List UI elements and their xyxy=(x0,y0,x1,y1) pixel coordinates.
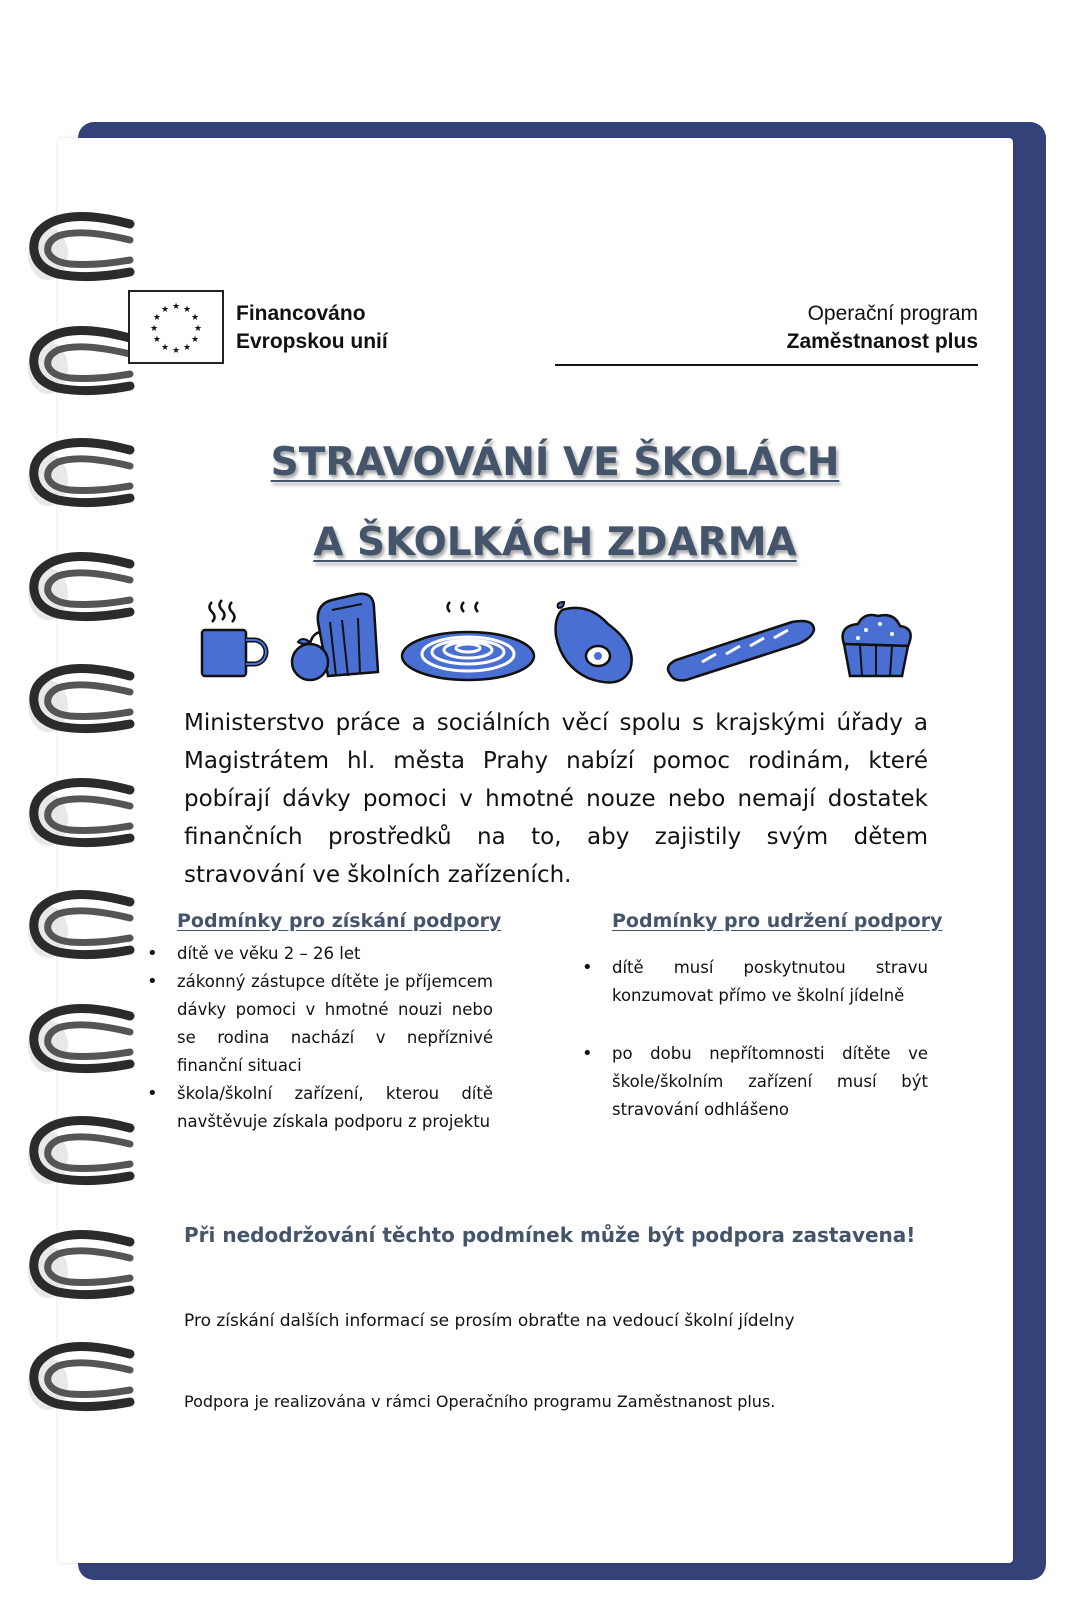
spiral-ring-icon xyxy=(18,1110,136,1194)
page-title-line-2: A ŠKOLKÁCH ZDARMA xyxy=(313,520,797,565)
eu-flag-icon xyxy=(128,290,224,364)
spiral-ring-icon xyxy=(18,884,136,968)
list-item: • škola/školní zařízení, kterou dítě navštěvuje získala podporu z projektu xyxy=(177,1080,493,1136)
spiral-ring-icon xyxy=(18,320,136,404)
operational-program-text xyxy=(787,300,978,356)
list-item: • zákonný zástupce dítěte je příjemcem dávky pomoci v hmotné nouzi nebo se rodina nachází v nepříznivé finanční situaci xyxy=(177,968,493,1080)
list-item: • dítě musí poskytnutou stravu konzumovat přímo ve školní jídelně xyxy=(612,954,928,1010)
list-item: • dítě ve věku 2 – 26 let xyxy=(177,940,493,968)
spiral-ring-icon xyxy=(18,658,136,742)
spiral-ring-icon xyxy=(18,546,136,630)
baguette-icon xyxy=(662,616,820,684)
mug-icon xyxy=(198,598,270,682)
eu-star-icon: ★ xyxy=(149,324,159,334)
contact-info-text: Pro získání dalších informací se prosím obraťte na vedoucí školní jídelny xyxy=(184,1311,795,1331)
eu-star-icon: ★ xyxy=(182,304,192,315)
spiral-ring-icon xyxy=(18,206,136,290)
eu-star-icon: ★ xyxy=(182,343,192,354)
eu-star-icon: ★ xyxy=(193,324,203,334)
apple-bread-icon xyxy=(288,592,384,686)
conditions-keep-heading: Podmínky pro udržení podpory xyxy=(612,910,943,932)
eu-star-icon: ★ xyxy=(160,304,170,315)
eu-star-icon: ★ xyxy=(152,335,161,345)
eu-star-icon: ★ xyxy=(191,335,200,345)
footer-text: Podpora je realizována v rámci Operačního programu Zaměstnanost plus. xyxy=(184,1392,776,1411)
muffin-icon xyxy=(836,610,916,682)
header-divider xyxy=(555,364,978,366)
spiral-ring-icon xyxy=(18,432,136,516)
op-line-2: Zaměstnanost plus xyxy=(786,330,978,353)
warning-text: Při nedodržování těchto podmínek může být podpora zastavena! xyxy=(184,1223,916,1247)
eu-star-icon: ★ xyxy=(152,313,161,323)
op-line-1: Operační program xyxy=(807,302,978,325)
spiral-ring-icon xyxy=(18,1336,136,1420)
eu-star-icon: ★ xyxy=(171,302,181,312)
page-title-line-1: STRAVOVÁNÍ VE ŠKOLÁCH xyxy=(270,440,840,485)
spiral-ring-icon xyxy=(18,998,136,1082)
conditions-keep-list xyxy=(612,954,928,1124)
eu-star-icon: ★ xyxy=(160,343,170,354)
conditions-get-list xyxy=(177,940,493,1136)
conditions-get-heading: Podmínky pro získání podpory xyxy=(177,910,502,932)
pasta-plate-icon xyxy=(398,598,538,684)
spiral-ring-icon xyxy=(18,1224,136,1308)
list-item: • po dobu nepřítomnosti dítěte ve škole/školním zařízení musí být stravování odhlášeno xyxy=(612,1040,928,1124)
intro-paragraph: Ministerstvo práce a sociálních věcí spolu s krajskými úřady a Magistrátem hl. města Prahy nabízí pomoc rodinám, které pobírají dávky pomoci v hmotné nouze nebo nemají dostatek finančních prostředků na to, aby zajistily svým dětem stravování ve školních zařízeních. xyxy=(184,710,928,888)
spiral-ring-icon xyxy=(18,772,136,856)
eu-star-icon: ★ xyxy=(171,346,181,356)
eu-star-icon: ★ xyxy=(191,313,200,323)
eu-line-1: Financováno xyxy=(236,302,366,325)
avocado-icon xyxy=(548,600,640,686)
eu-line-2: Evropskou unií xyxy=(236,330,388,353)
eu-funding-text xyxy=(236,300,388,356)
